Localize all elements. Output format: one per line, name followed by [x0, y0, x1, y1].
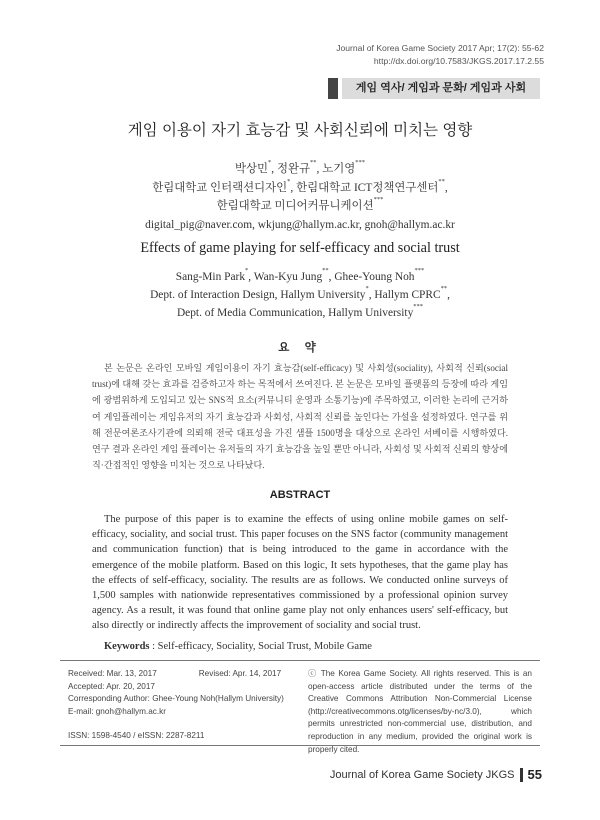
- section-banner-marker: [328, 78, 338, 99]
- meta-top-rule: [60, 660, 540, 661]
- affiliation-english-2: Dept. of Media Communication, Hallym University***: [176, 303, 424, 319]
- section-label: 게임 역사/ 게임과 문화/ 게임과 사회: [342, 78, 540, 99]
- author-names-korean: 박상민*, 정완규**, 노기영***: [235, 159, 365, 175]
- page-number: 55: [527, 767, 542, 782]
- author-names-english: Sang-Min Park*, Wan-Kyu Jung**, Ghee-Young Noh***: [175, 267, 425, 283]
- corresponding-email[interactable]: E-mail: gnoh@hallym.ac.kr: [68, 706, 166, 716]
- footer-divider: [520, 768, 523, 782]
- abstract-english: The purpose of this paper is to examine the effects of using online mobile games on self-efficacy, sociality, and social trust. This paper focuses on the SNS factor (community management and communication function) that is being introduced to the game in accordance with the emergence of the mobile platform. Based on this logic, It sets hypotheses, that the game play has the effects of self-efficacy, sociality. The results are as follows. We conducted online surveys of 1,500 samples with nationwide representatives commissioned by a professional opinion survey agency. As a result, it was found that online game play not only enhances users' self-efficacy, but also directly or indirectly affects the improvement of sociality and social trust.: [92, 514, 508, 632]
- summary-heading: 요 약: [278, 342, 322, 354]
- journal-citation: Journal of Korea Game Society 2017 Apr; 17(2): 55-62: [336, 43, 544, 53]
- affiliation-english-1: Dept. of Interaction Design, Hallym University*, Hallym CPRC**,: [150, 285, 450, 301]
- doi-link[interactable]: http://dx.doi.org/10.7583/JKGS.2017.17.2.55: [373, 56, 544, 66]
- accepted-date: Accepted: Apr. 20, 2017: [68, 681, 155, 691]
- summary-korean: 본 논문은 온라인 모바일 게임이용이 자기 효능감(self-efficacy) 및 사회성(sociality), 사회적 신뢰(social trust)에 대해 갖는 효과를 검증하고자 하는 목적에서 쓰여진다. 본 논문은 모바일 플랫폼의 등장에 따라 게임에 광범위하게 도입되고 있는 SNS적 요소(커뮤니티 운영과 소통기능)에 주목하였고, 이러한 논리에 근거하여 게임플레이는 게임유저의 자기 효능감과 사회성, 사회적 신뢰를 높인다는 가설을 설정하였다. 연구를 위해 전문여론조사기관에 의뢰해 전국 대표성을 가진 샘플 1500명을 대상으로 온라인 서베이를 시행하였다. 연구 결과 온라인 게임 플레이는 유저들의 자기 효능감을 높일 뿐만 아니라, 사회성 및 사회적 신뢰의 향상에 직·간접적인 영향을 미치는 것으로 나타났다.: [92, 363, 508, 471]
- title-english: Effects of game playing for self-efficacy and social trust: [140, 240, 460, 256]
- article-history: [68, 668, 296, 743]
- abstract-heading: ABSTRACT: [269, 489, 331, 501]
- license-notice: ⓒ The Korea Game Society. All rights reserved. This is an open-access article distributed under the terms of the Creative Commons Attribution Non-Commercial License (http://creativecommons.otg/licenses/by-nc/3.0), which permits unrestricted non-commercial use, distribution, and reproduction in any medium, provided the original work is properly cited.: [308, 669, 532, 754]
- author-emails: digital_pig@naver.com, wkjung@hallym.ac.kr, gnoh@hallym.ac.kr: [145, 218, 455, 231]
- received-date: Received: Mar. 13, 2017: [68, 669, 157, 678]
- footer-journal-name: Journal of Korea Game Society JKGS: [329, 768, 515, 781]
- keywords-text: Self-efficacy, Sociality, Social Trust, Mobile Game: [157, 641, 372, 652]
- keywords-label: Keywords: [104, 641, 150, 652]
- page-footer: [330, 767, 542, 782]
- title-korean: 게임 이용이 자기 효능감 및 사회신뢰에 미치는 영향: [127, 122, 473, 139]
- issn: ISSN: 1598-4540 / eISSN: 2287-8211: [68, 731, 205, 741]
- authors-korean: [0, 160, 600, 234]
- keywords-separator: :: [152, 641, 156, 652]
- authors-english: [0, 268, 600, 322]
- journal-info: [124, 42, 544, 68]
- affiliation-korean-2: 한림대학교 미디어커뮤니케이션***: [216, 196, 384, 212]
- keywords-line: [104, 641, 372, 652]
- meta-bottom-rule: [60, 745, 540, 746]
- revised-date: Revised: Apr. 14, 2017: [198, 669, 282, 678]
- section-banner: [328, 78, 540, 99]
- affiliation-korean-1: 한림대학교 인터랙션디자인*, 한림대학교 ICT정책연구센터**,: [152, 177, 448, 194]
- corresponding-author: Corresponding Author: Ghee-Young Noh(Hallym University): [68, 694, 284, 704]
